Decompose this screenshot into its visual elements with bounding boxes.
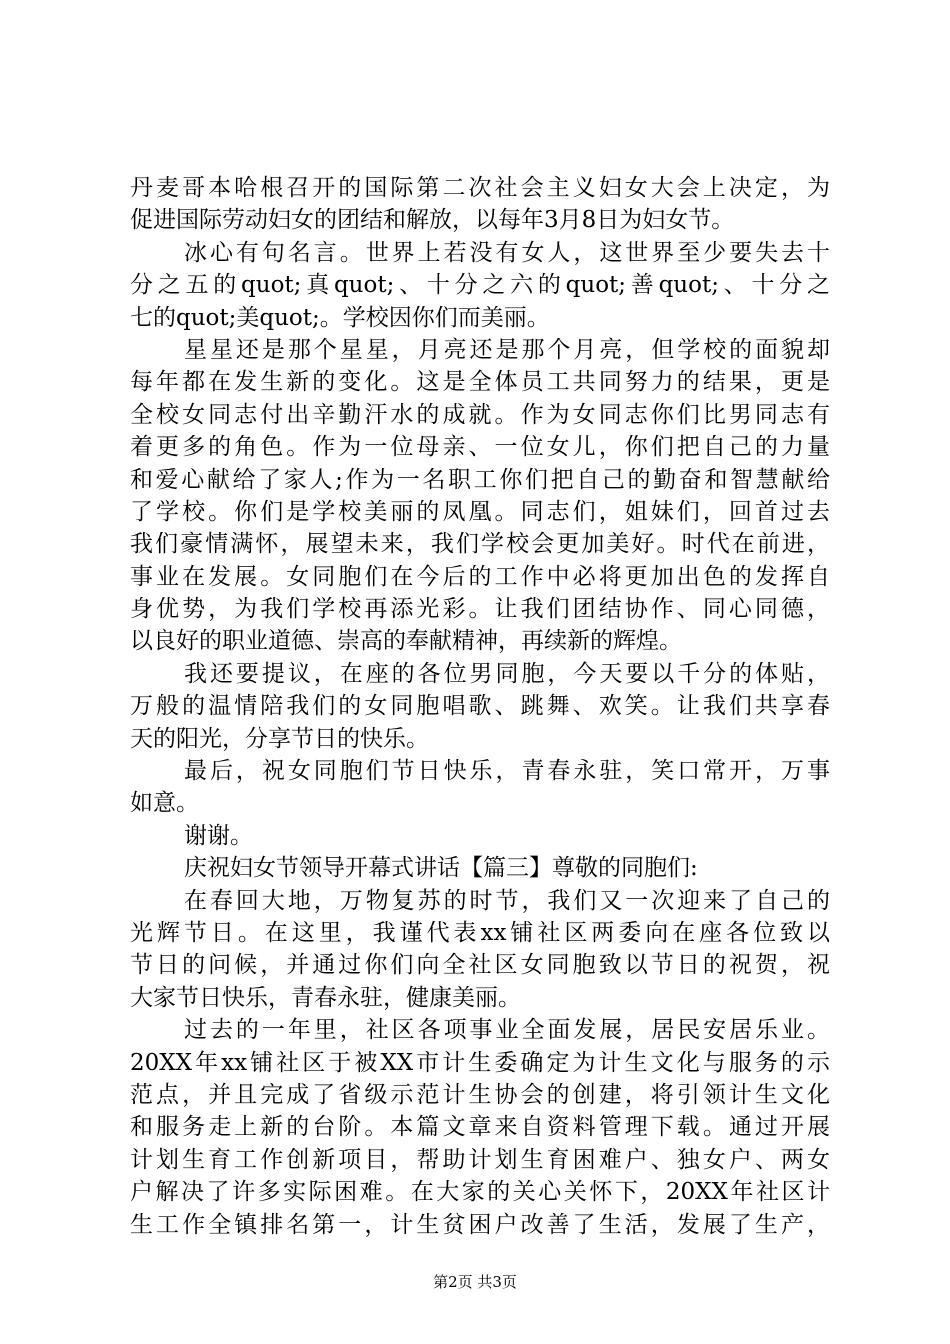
text-line: 和爱心献给了家人;作为一名职工你们把自己的勤奋和智慧献给	[130, 466, 830, 493]
text-line: 庆祝妇女节领导开幕式讲话【篇三】尊敬的同胞们:	[184, 855, 698, 882]
text-line: 20XX年xx铺社区于被XX市计生委确定为计生文化与服务的示	[130, 1049, 830, 1076]
text-line: 着更多的角色。作为一位母亲、一位女儿，你们把自己的力量	[130, 434, 830, 461]
text-line: 我还要提议，在座的各位男同胞，今天要以千分的体贴，	[184, 660, 830, 687]
text-line: 万般的温情陪我们的女同胞唱歌、跳舞、欢笑。让我们共享春	[130, 693, 830, 720]
text-line: 以良好的职业道德、崇高的奉献精神，再续新的辉煌。	[130, 628, 682, 655]
text-line: 大家节日快乐，青春永驻，健康美丽。	[130, 984, 521, 1011]
text-line: 光辉节日。在这里，我谨代表xx铺社区两委向在座各位致以	[130, 919, 830, 946]
text-line: 如意。	[130, 790, 199, 817]
text-line: 范点，并且完成了省级示范计生协会的创建，将引领计生文化	[130, 1081, 830, 1108]
text-line: 分之五的quot;真quot;、十分之六的quot;善quot;、十分之	[130, 272, 830, 299]
text-line: 谢谢。	[184, 822, 253, 849]
text-line: 事业在发展。女同胞们在今后的工作中必将更加出色的发挥自	[130, 563, 830, 590]
text-line: 户解决了许多实际困难。在大家的关心关怀下，20XX年社区计	[130, 1179, 830, 1206]
text-line: 最后，祝女同胞们节日快乐，青春永驻，笑口常开，万事	[184, 758, 830, 785]
text-line: 生工作全镇排名第一，计生贫困户改善了生活，发展了生产，	[130, 1211, 830, 1238]
text-line: 丹麦哥本哈根召开的国际第二次社会主义妇女大会上决定，为	[130, 175, 830, 201]
document-body	[130, 172, 830, 1241]
text-line: 促进国际劳动妇女的团结和解放，以每年3月8日为妇女节。	[130, 207, 735, 234]
text-line: 了学校。你们是学校美丽的凤凰。同志们，姐妹们，回首过去	[130, 498, 830, 525]
text-line: 全校女同志付出辛勤汗水的成就。作为女同志你们比男同志有	[130, 401, 830, 428]
text-line: 过去的一年里，社区各项事业全面发展，居民安居乐业。	[184, 1017, 830, 1044]
text-line: 每年都在发生新的变化。这是全体员工共同努力的结果，更是	[130, 369, 830, 396]
text-line: 身优势，为我们学校再添光彩。让我们团结协作、同心同德，	[130, 596, 830, 623]
text-line: 节日的问候，并通过你们向全社区女同胞致以节日的祝贺，祝	[130, 952, 830, 979]
text-line: 和服务走上新的台阶。本篇文章来自资料管理下载。通过开展	[130, 1114, 830, 1141]
text-line: 冰心有句名言。世界上若没有女人，这世界至少要失去十	[184, 239, 830, 266]
text-line: 星星还是那个星星，月亮还是那个月亮，但学校的面貌却	[184, 336, 830, 363]
text-line: 计划生育工作创新项目，帮助计划生育困难户、独女户、两女	[130, 1146, 830, 1173]
page-footer: 第2页 共3页	[433, 1273, 517, 1291]
text-line: 我们豪情满怀，展望未来，我们学校会更加美好。时代在前进，	[130, 531, 830, 558]
text-line: 七的quot;美quot;。学校因你们而美丽。	[130, 304, 550, 331]
text-line: 在春回大地，万物复苏的时节，我们又一次迎来了自己的	[184, 887, 830, 914]
text-line: 天的阳光，分享节日的快乐。	[130, 725, 429, 752]
